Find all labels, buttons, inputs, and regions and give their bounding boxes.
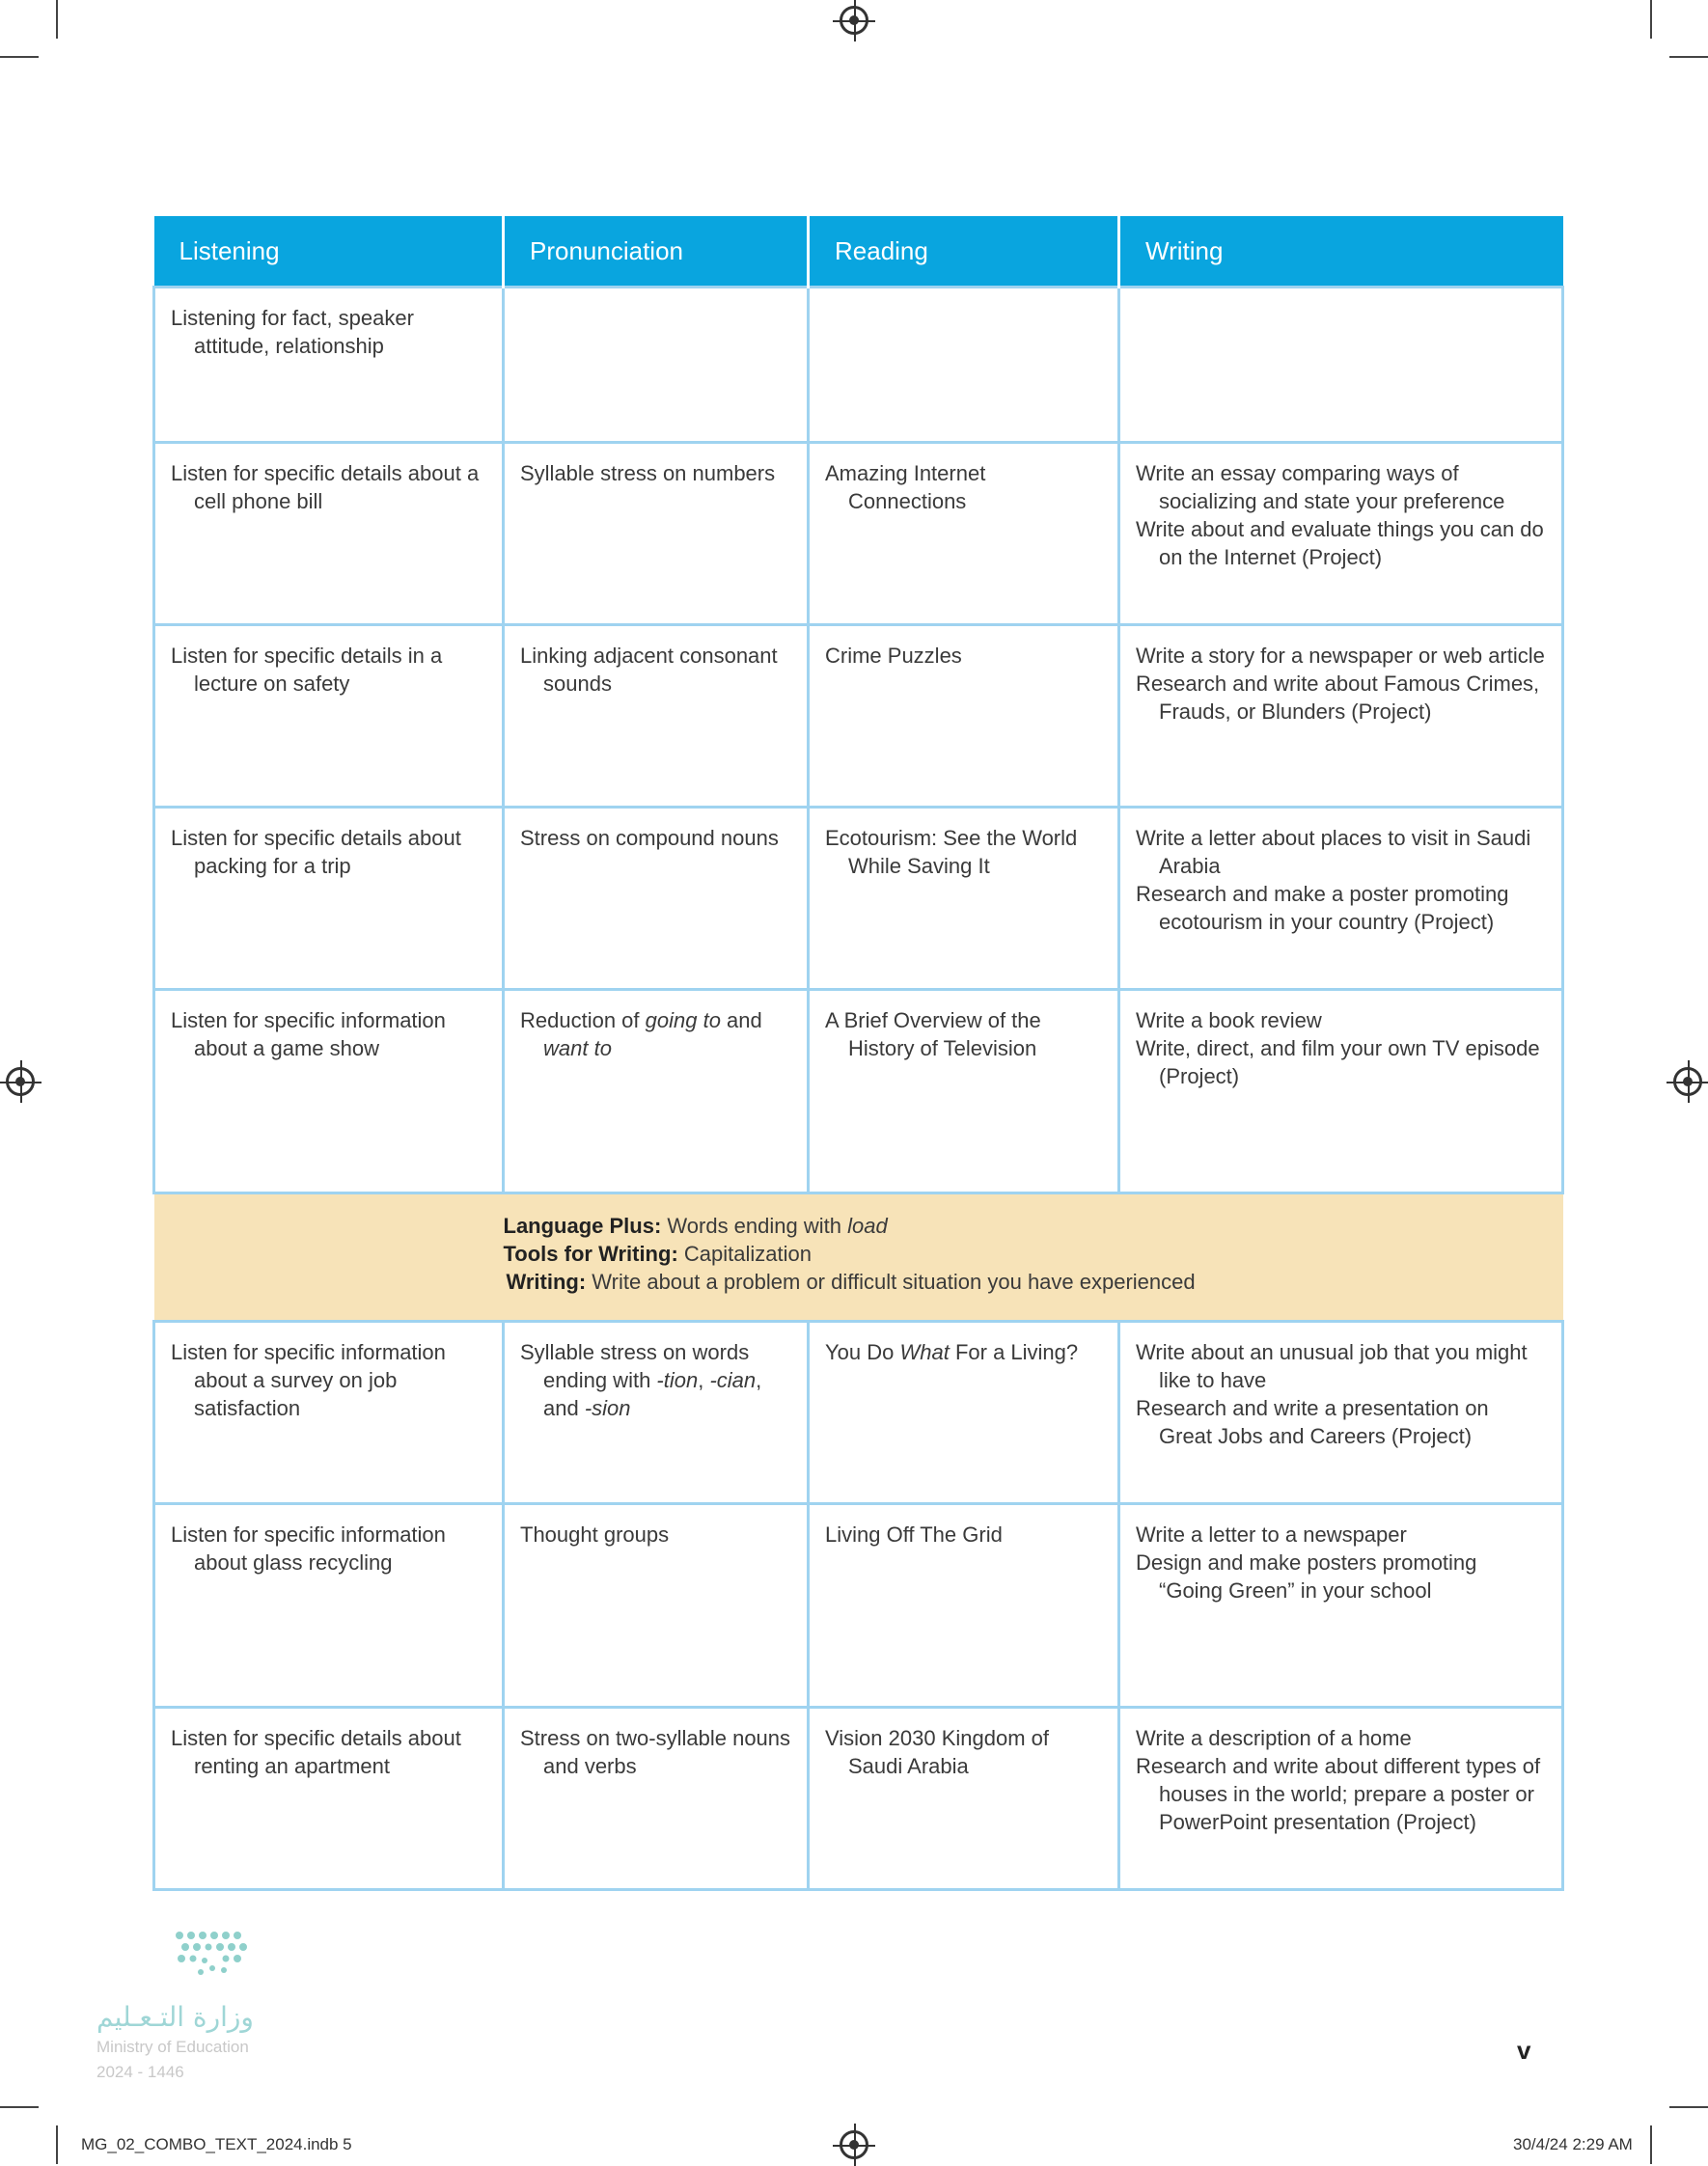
text-run: You Do [825, 1340, 900, 1364]
listening-cell [154, 288, 504, 443]
band-cell [154, 1193, 1563, 1322]
cell-text: Listen for specific details about packing for a trip [171, 826, 461, 878]
crop-mark [1669, 56, 1708, 58]
table-row [154, 1504, 1563, 1708]
registration-mark-icon [1673, 1067, 1702, 1096]
crop-mark [56, 2125, 58, 2164]
cell-text: Listen for specific details about a cell phone bill [171, 461, 480, 513]
writing-project: Research and make a poster promoting ecotourism in your country (Project) [1136, 882, 1509, 934]
writing-cell [1119, 1322, 1563, 1504]
italic-term: want to [543, 1036, 612, 1060]
band-text: Write about a problem or difficult situation you have experienced [586, 1270, 1196, 1294]
band-label: Tools for Writing: [503, 1242, 678, 1266]
writing-cell [1119, 625, 1563, 808]
text-run: and [720, 1008, 762, 1032]
cell-text [520, 1006, 791, 1062]
header-pronunciation: Pronunciation [504, 216, 809, 288]
crop-mark [0, 2106, 39, 2108]
writing-task: Write a story for a newspaper or web article [1136, 644, 1545, 668]
band-italic: load [847, 1214, 888, 1238]
table-row [154, 990, 1563, 1193]
registration-mark-icon [6, 1067, 35, 1096]
logo-english-text: Ministry of Education [96, 2038, 249, 2056]
writing-cell [1119, 443, 1563, 625]
writing-project: Write, direct, and film your own TV episode (Project) [1136, 1036, 1540, 1088]
cell-text: Listen for specific information about a game show [171, 1008, 446, 1060]
footer-file-slug: MG_02_COMBO_TEXT_2024.indb 5 [81, 2135, 352, 2153]
italic-term: -cian [709, 1368, 757, 1392]
cell-text: Syllable stress on numbers [520, 461, 776, 485]
text-run: Reduction of [520, 1008, 646, 1032]
writing-project: Research and write about Famous Crimes, Frauds, or Blunders (Project) [1136, 672, 1540, 724]
reading-cell [809, 808, 1119, 990]
pronunciation-cell [504, 288, 809, 443]
reading-cell [809, 625, 1119, 808]
writing-cell [1119, 1708, 1563, 1890]
band-content [504, 1212, 1563, 1296]
italic-term: What [899, 1340, 950, 1364]
text-run: , [698, 1368, 710, 1392]
reading-cell [809, 443, 1119, 625]
listening-cell [154, 625, 504, 808]
table-row [154, 1322, 1563, 1504]
text-run: Syllable stress on words ending with [520, 1340, 750, 1392]
cell-text [520, 1338, 791, 1422]
text-run: , and [543, 1368, 762, 1420]
cell-text [825, 1338, 1102, 1366]
footer-timestamp: 30/4/24 2:29 AM [1513, 2135, 1633, 2153]
cell-text: Listening for fact, speaker attitude, relationship [171, 306, 414, 358]
writing-cell [1119, 990, 1563, 1193]
cell-text: Linking adjacent consonant sounds [520, 644, 778, 696]
italic-term: -tion [656, 1368, 699, 1392]
registration-mark-icon [840, 6, 868, 35]
pronunciation-cell [504, 1708, 809, 1890]
crop-mark [56, 0, 58, 39]
language-plus-band [154, 1193, 1563, 1322]
pronunciation-cell [504, 625, 809, 808]
writing-project: Design and make posters promoting “Going Green” in your school [1136, 1550, 1477, 1603]
writing-project: Write about and evaluate things you can do on the Internet (Project) [1136, 517, 1544, 569]
scope-and-sequence-table [152, 216, 1564, 1891]
table-header-row [154, 216, 1563, 288]
table-row [154, 808, 1563, 990]
header-reading: Reading [809, 216, 1119, 288]
italic-term: -sion [584, 1396, 631, 1420]
listening-cell [154, 1504, 504, 1708]
pronunciation-cell [504, 1322, 809, 1504]
logo-year: 2024 - 1446 [96, 2063, 184, 2081]
cell-text: Ecotourism: See the World While Saving It [825, 826, 1078, 878]
cell-text: Listen for specific details about renting an apartment [171, 1726, 461, 1778]
table-row [154, 625, 1563, 808]
reading-cell [809, 1322, 1119, 1504]
table-row [154, 288, 1563, 443]
pronunciation-cell [504, 1504, 809, 1708]
band-line [504, 1268, 1563, 1296]
reading-cell [809, 1708, 1119, 1890]
band-label: Language Plus: [503, 1214, 662, 1238]
header-writing: Writing [1119, 216, 1563, 288]
text-run: For a Living? [949, 1340, 1079, 1364]
writing-task: Write about an unusual job that you might like to have [1136, 1340, 1528, 1392]
crop-mark [1669, 2106, 1708, 2108]
writing-project: Research and write a presentation on Great Jobs and Careers (Project) [1136, 1396, 1489, 1448]
cell-text: Vision 2030 Kingdom of Saudi Arabia [825, 1726, 1049, 1778]
italic-term: going to [645, 1008, 721, 1032]
writing-task: Write a letter about places to visit in Saudi Arabia [1136, 826, 1531, 878]
reading-cell [809, 990, 1119, 1193]
table-row [154, 443, 1563, 625]
listening-cell [154, 1322, 504, 1504]
listening-cell [154, 443, 504, 625]
listening-cell [154, 808, 504, 990]
writing-task: Write an essay comparing ways of socializing and state your preference [1136, 461, 1505, 513]
reading-cell [809, 288, 1119, 443]
band-line [504, 1240, 1563, 1268]
band-line [504, 1212, 1563, 1240]
band-text: Words ending with [661, 1214, 848, 1238]
cell-text: Listen for specific details in a lecture on safety [171, 644, 443, 696]
header-listening: Listening [154, 216, 504, 288]
writing-task: Write a description of a home [1136, 1726, 1412, 1750]
registration-mark-icon [840, 2130, 868, 2159]
writing-task: Write a letter to a newspaper [1136, 1522, 1407, 1547]
writing-task: Write a book review [1136, 1008, 1322, 1032]
logo-arabic-text: وزارة التـعـليم [96, 2001, 254, 2033]
cell-text: Living Off The Grid [825, 1522, 1003, 1547]
crop-mark [0, 56, 39, 58]
page-number: v [1517, 2036, 1531, 2065]
writing-cell [1119, 1504, 1563, 1708]
listening-cell [154, 1708, 504, 1890]
cell-text: Amazing Internet Connections [825, 461, 986, 513]
band-text: Capitalization [677, 1242, 812, 1266]
writing-cell [1119, 808, 1563, 990]
pronunciation-cell [504, 990, 809, 1193]
pronunciation-cell [504, 443, 809, 625]
table-row [154, 1708, 1563, 1890]
writing-project: Research and write about different types of houses in the world; prepare a poster or PowerPoint presentation (Project) [1136, 1754, 1541, 1834]
band-label: Writing: [506, 1270, 587, 1294]
listening-cell [154, 990, 504, 1193]
cell-text: Stress on compound nouns [520, 826, 779, 850]
writing-cell [1119, 288, 1563, 443]
cell-text: A Brief Overview of the History of Television [825, 1008, 1041, 1060]
crop-mark [1650, 2125, 1652, 2164]
cell-text: Crime Puzzles [825, 644, 962, 668]
cell-text: Listen for specific information about a survey on job satisfaction [171, 1340, 446, 1420]
crop-mark [1650, 0, 1652, 39]
cell-text: Thought groups [520, 1522, 670, 1547]
reading-cell [809, 1504, 1119, 1708]
cell-text: Stress on two-syllable nouns and verbs [520, 1726, 791, 1778]
cell-text: Listen for specific information about glass recycling [171, 1522, 446, 1575]
pronunciation-cell [504, 808, 809, 990]
